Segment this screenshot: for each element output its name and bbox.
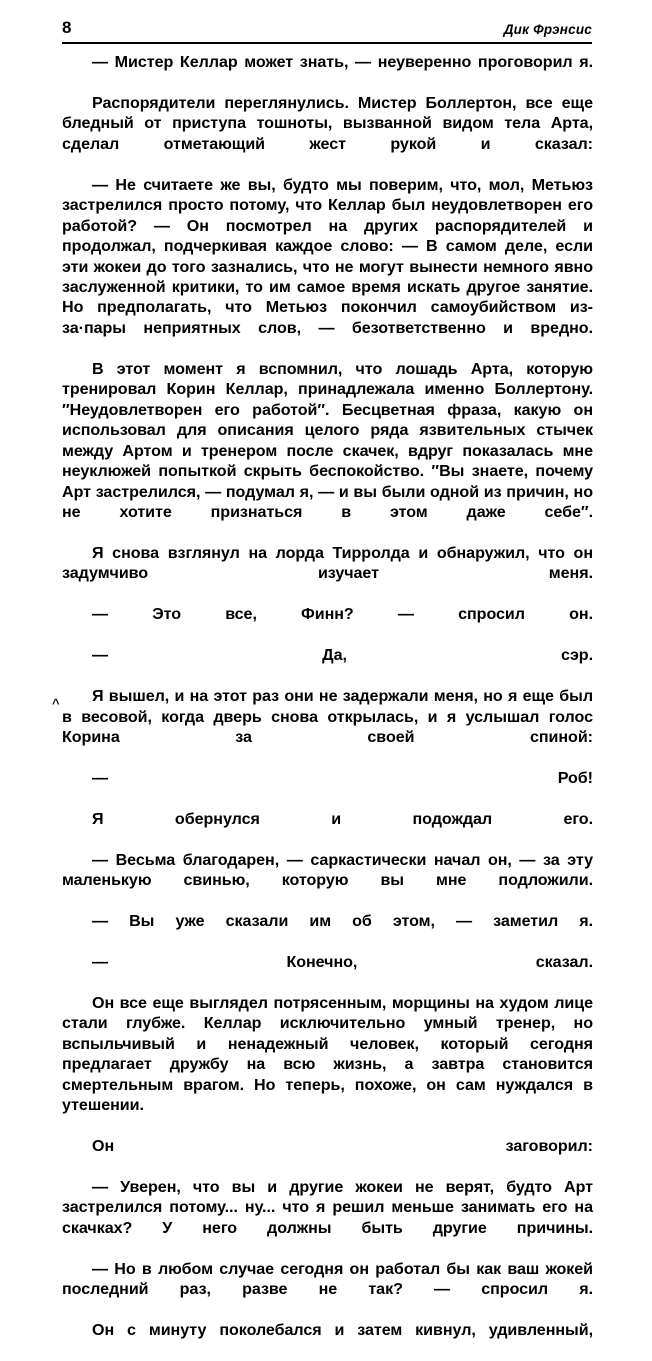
margin-caret-mark: ^ [52,696,60,711]
paragraph: Я обернулся и подождал его. [92,809,593,828]
paragraph: Распорядители переглянулись. Мистер Боллертон, все еще бледный от приступа тошноты, вызванной видом тела Арта, сделал отметающий жест рукой и сказал: [62,93,593,153]
paragraph: В этот момент я вспомнил, что лошадь Арта, которую тренировал Корин Келлар, принадлежала именно Боллертону. ″Неудовлетворен его работой″. Бесцветная фраза, какую он использовал для описания целого ряда язвительных стычек между Артом и тренером после скачек, вдруг показалась мне неуклюжей попыткой скрыть беспокойство. ″Вы знаете, почему Арт застрелился, — подумал я, — и вы были одной из причин, но не хотите признаться в этом даже себе″. [62,359,593,521]
paragraph: Он заговорил: [92,1137,593,1156]
paragraph: Он с минуту поколебался и затем кивнул, удивленный, [92,1321,593,1340]
running-head-author: Дик Фрэнсис [503,22,592,37]
paragraph: — Вы уже сказали им об этом, — заметил я. [92,912,593,931]
paragraph: Я вышел, и на этот раз они не задержали меня, но я еще был в весовой, когда дверь снова открылась, и я услышал голос Корина за своей спиной: [62,687,593,746]
paragraph: — Уверен, что вы и другие жокеи не верят, будто Арт застрелился потому... ну... что я решил меньше занимать его на скачках? У него должны быть другие причины. [62,1177,593,1237]
paragraph: — Это все, Финн? — спросил он. [92,605,593,624]
paragraph: — Мистер Келлар может знать, — неуверенно проговорил я. [92,53,593,71]
paragraph: — Да, сэр. [92,646,593,665]
running-head [62,18,592,44]
paragraph: Я снова взглянул на лорда Тирролда и обнаружил, что он задумчиво изучает меня. [62,543,593,583]
paragraph: Он все еще выглядел потрясенным, морщины на худом лице стали глубже. Келлар исключительно умный тренер, но вспыльчивый и ненадежный человек, который сегодня предлагает дружбу на всю жизнь, а завтра становится смертельным врагом. Но теперь, похоже, он сам нуждался в утешении. [62,993,593,1115]
paragraph: — Весьма благодарен, — саркастически начал он, — за эту маленькую свинью, которую вы мне подложили. [62,850,593,890]
paragraph: — Роб! [92,768,593,787]
body-text-column [62,52,593,1361]
paragraph: — Не считаете же вы, будто мы поверим, что, мол, Метьюз застрелился просто потому, что Келлар был неудовлетворен его работой? — Он посмотрел на других распорядителей и продолжал, подчеркивая каждое слово: — В самом деле, если эти жокеи до того зазнались, что не могут вынести немного явно заслуженной критики, то им самое время искать другое занятие. Но предполагать, что Метьюз покончил самоубийством из-за·пары неприятных слов, — безответственно и вредно. [62,175,593,337]
paragraph: — Но в любом случае сегодня он работал бы как ваш жокей последний раз, разве не так? — спросил я. [62,1259,593,1299]
paragraph: — Конечно, сказал. [92,952,593,971]
page-number: 8 [62,18,72,37]
